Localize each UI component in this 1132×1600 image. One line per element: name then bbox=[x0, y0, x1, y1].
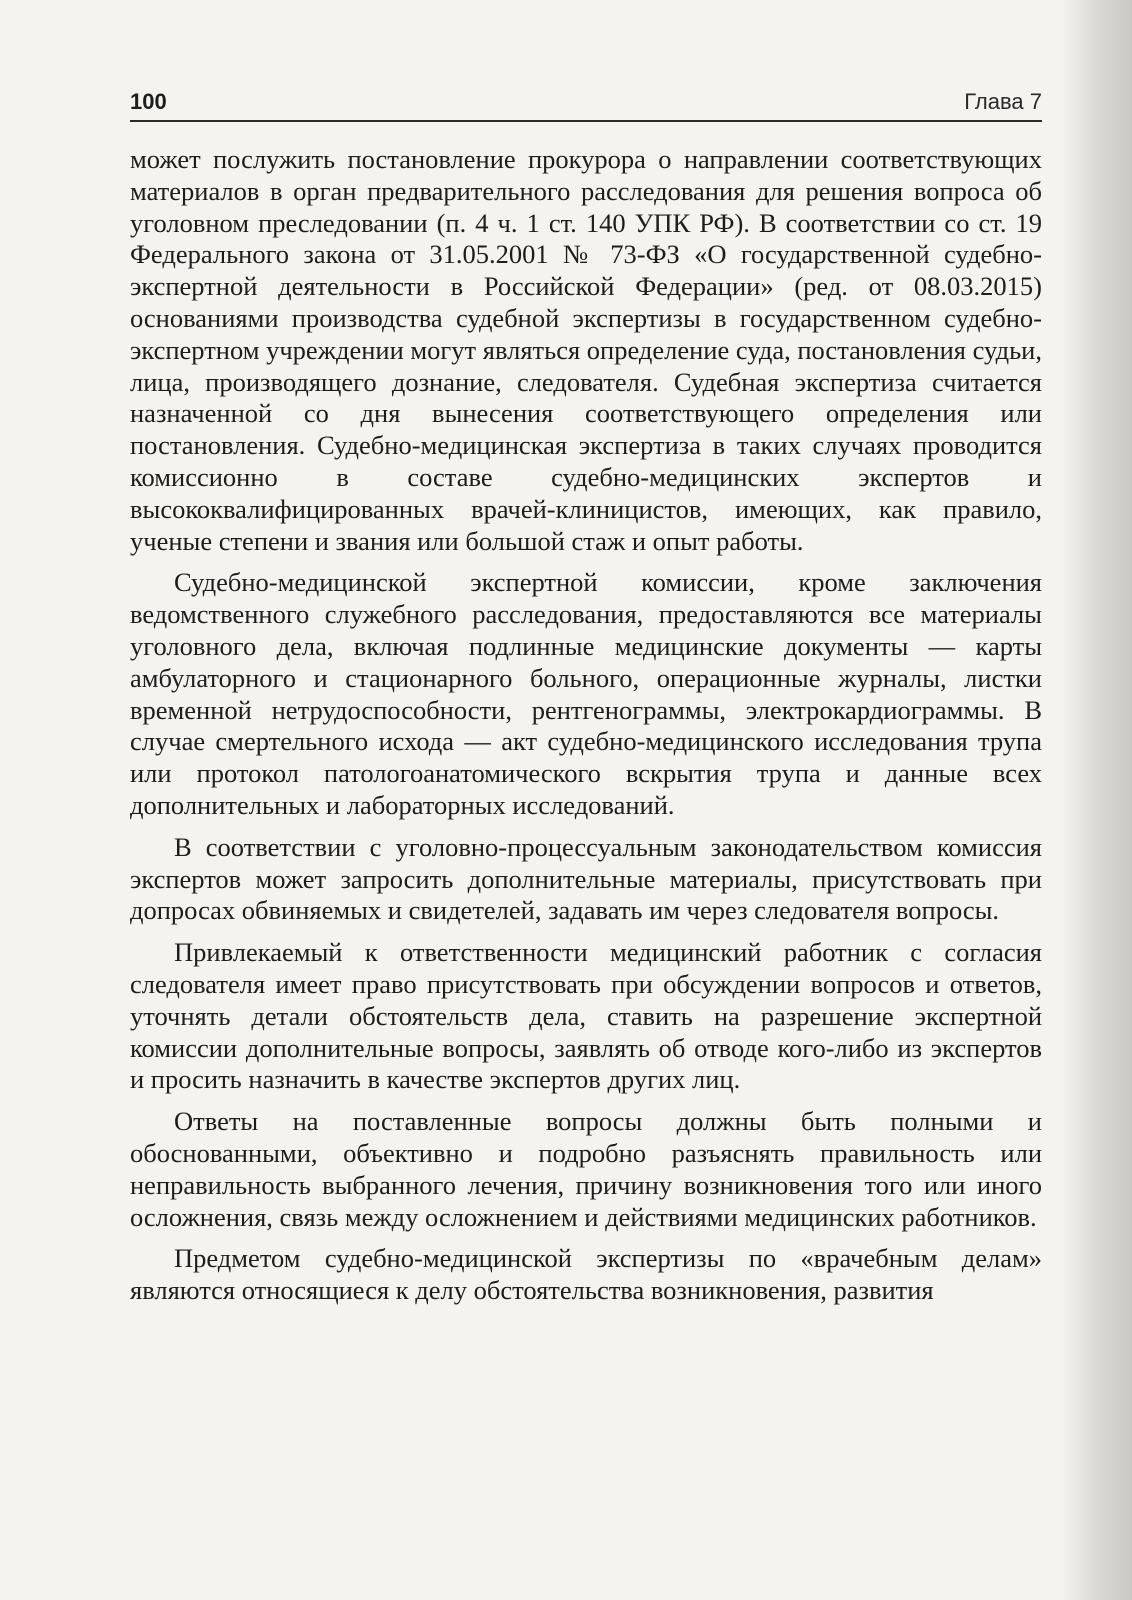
paragraph-3: В соответствии с уголовно-процессуальным законодательством комиссия экспертов может запросить дополнительные материалы, присутствовать при допросах обвиняемых и свидетелей, задавать им через следователя вопросы. bbox=[130, 831, 1042, 926]
book-page bbox=[130, 88, 1042, 1317]
body-text bbox=[130, 144, 1042, 1307]
page-number: 100 bbox=[130, 89, 167, 114]
paragraph-1: может послужить постановление прокурора о направлении соответствующих материалов в орган предварительного расследования для решения вопроса об уголовном преследовании (п. 4 ч. 1 ст. 140 УПК РФ). В соответствии со ст. 19 Федерального закона от 31.05.2001 № 73-ФЗ «О государственной судебно-экспертной деятельности в Российской Федерации» (ред. от 08.03.2015) основаниями производства судебной экспертизы в государственном судебно-экспертном учреждении могут являться определение суда, постановления судьи, лица, производящего дознание, следователя. Судебная экспертиза считается назначенной со дня вынесения соответствующего определения или постановления. Судебно-медицинская экспертиза в таких случаях проводится комиссионно в составе судебно-медицинских экспертов и высококвалифицированных врачей-клиницистов, имеющих, как правило, ученые степени и звания или большой стаж и опыт работы. bbox=[130, 144, 1042, 556]
chapter-title: Глава 7 bbox=[964, 89, 1042, 114]
paragraph-5: Ответы на поставленные вопросы должны быть полными и обоснованными, объективно и подробно разъяснять правильность или неправильность выбранного лечения, причину возникновения того или иного осложнения, связь между осложнением и действиями медицинских работников. bbox=[130, 1106, 1042, 1232]
page-edge-shadow bbox=[1062, 0, 1132, 1600]
paragraph-4: Привлекаемый к ответственности медицинский работник с согласия следователя имеет право присутствовать при обсуждении вопросов и ответов, уточнять детали обстоятельств дела, ставить на разрешение экспертной комиссии дополнительные вопросы, заявлять об отводе кого-либо из экспертов и просить назначить в качестве экспертов других лиц. bbox=[130, 937, 1042, 1095]
paragraph-6: Предметом судебно-медицинской экспертизы по «врачебным делам» являются относящиеся к делу обстоятельства возникновения, развития bbox=[130, 1243, 1042, 1306]
paragraph-2: Судебно-медицинской экспертной комиссии, кроме заключения ведомственного служебного расследования, предоставляются все материалы уголовного дела, включая подлинные медицинские документы — карты амбулаторного и стационарного больного, операционные журналы, листки временной нетрудоспособности, рентгенограммы, электрокардиограммы. В случае смертельного исхода — акт судебно-медицинского исследования трупа или протокол патологоанатомического вскрытия трупа и данные всех дополнительных и лабораторных исследований. bbox=[130, 567, 1042, 820]
running-header bbox=[130, 88, 1042, 122]
